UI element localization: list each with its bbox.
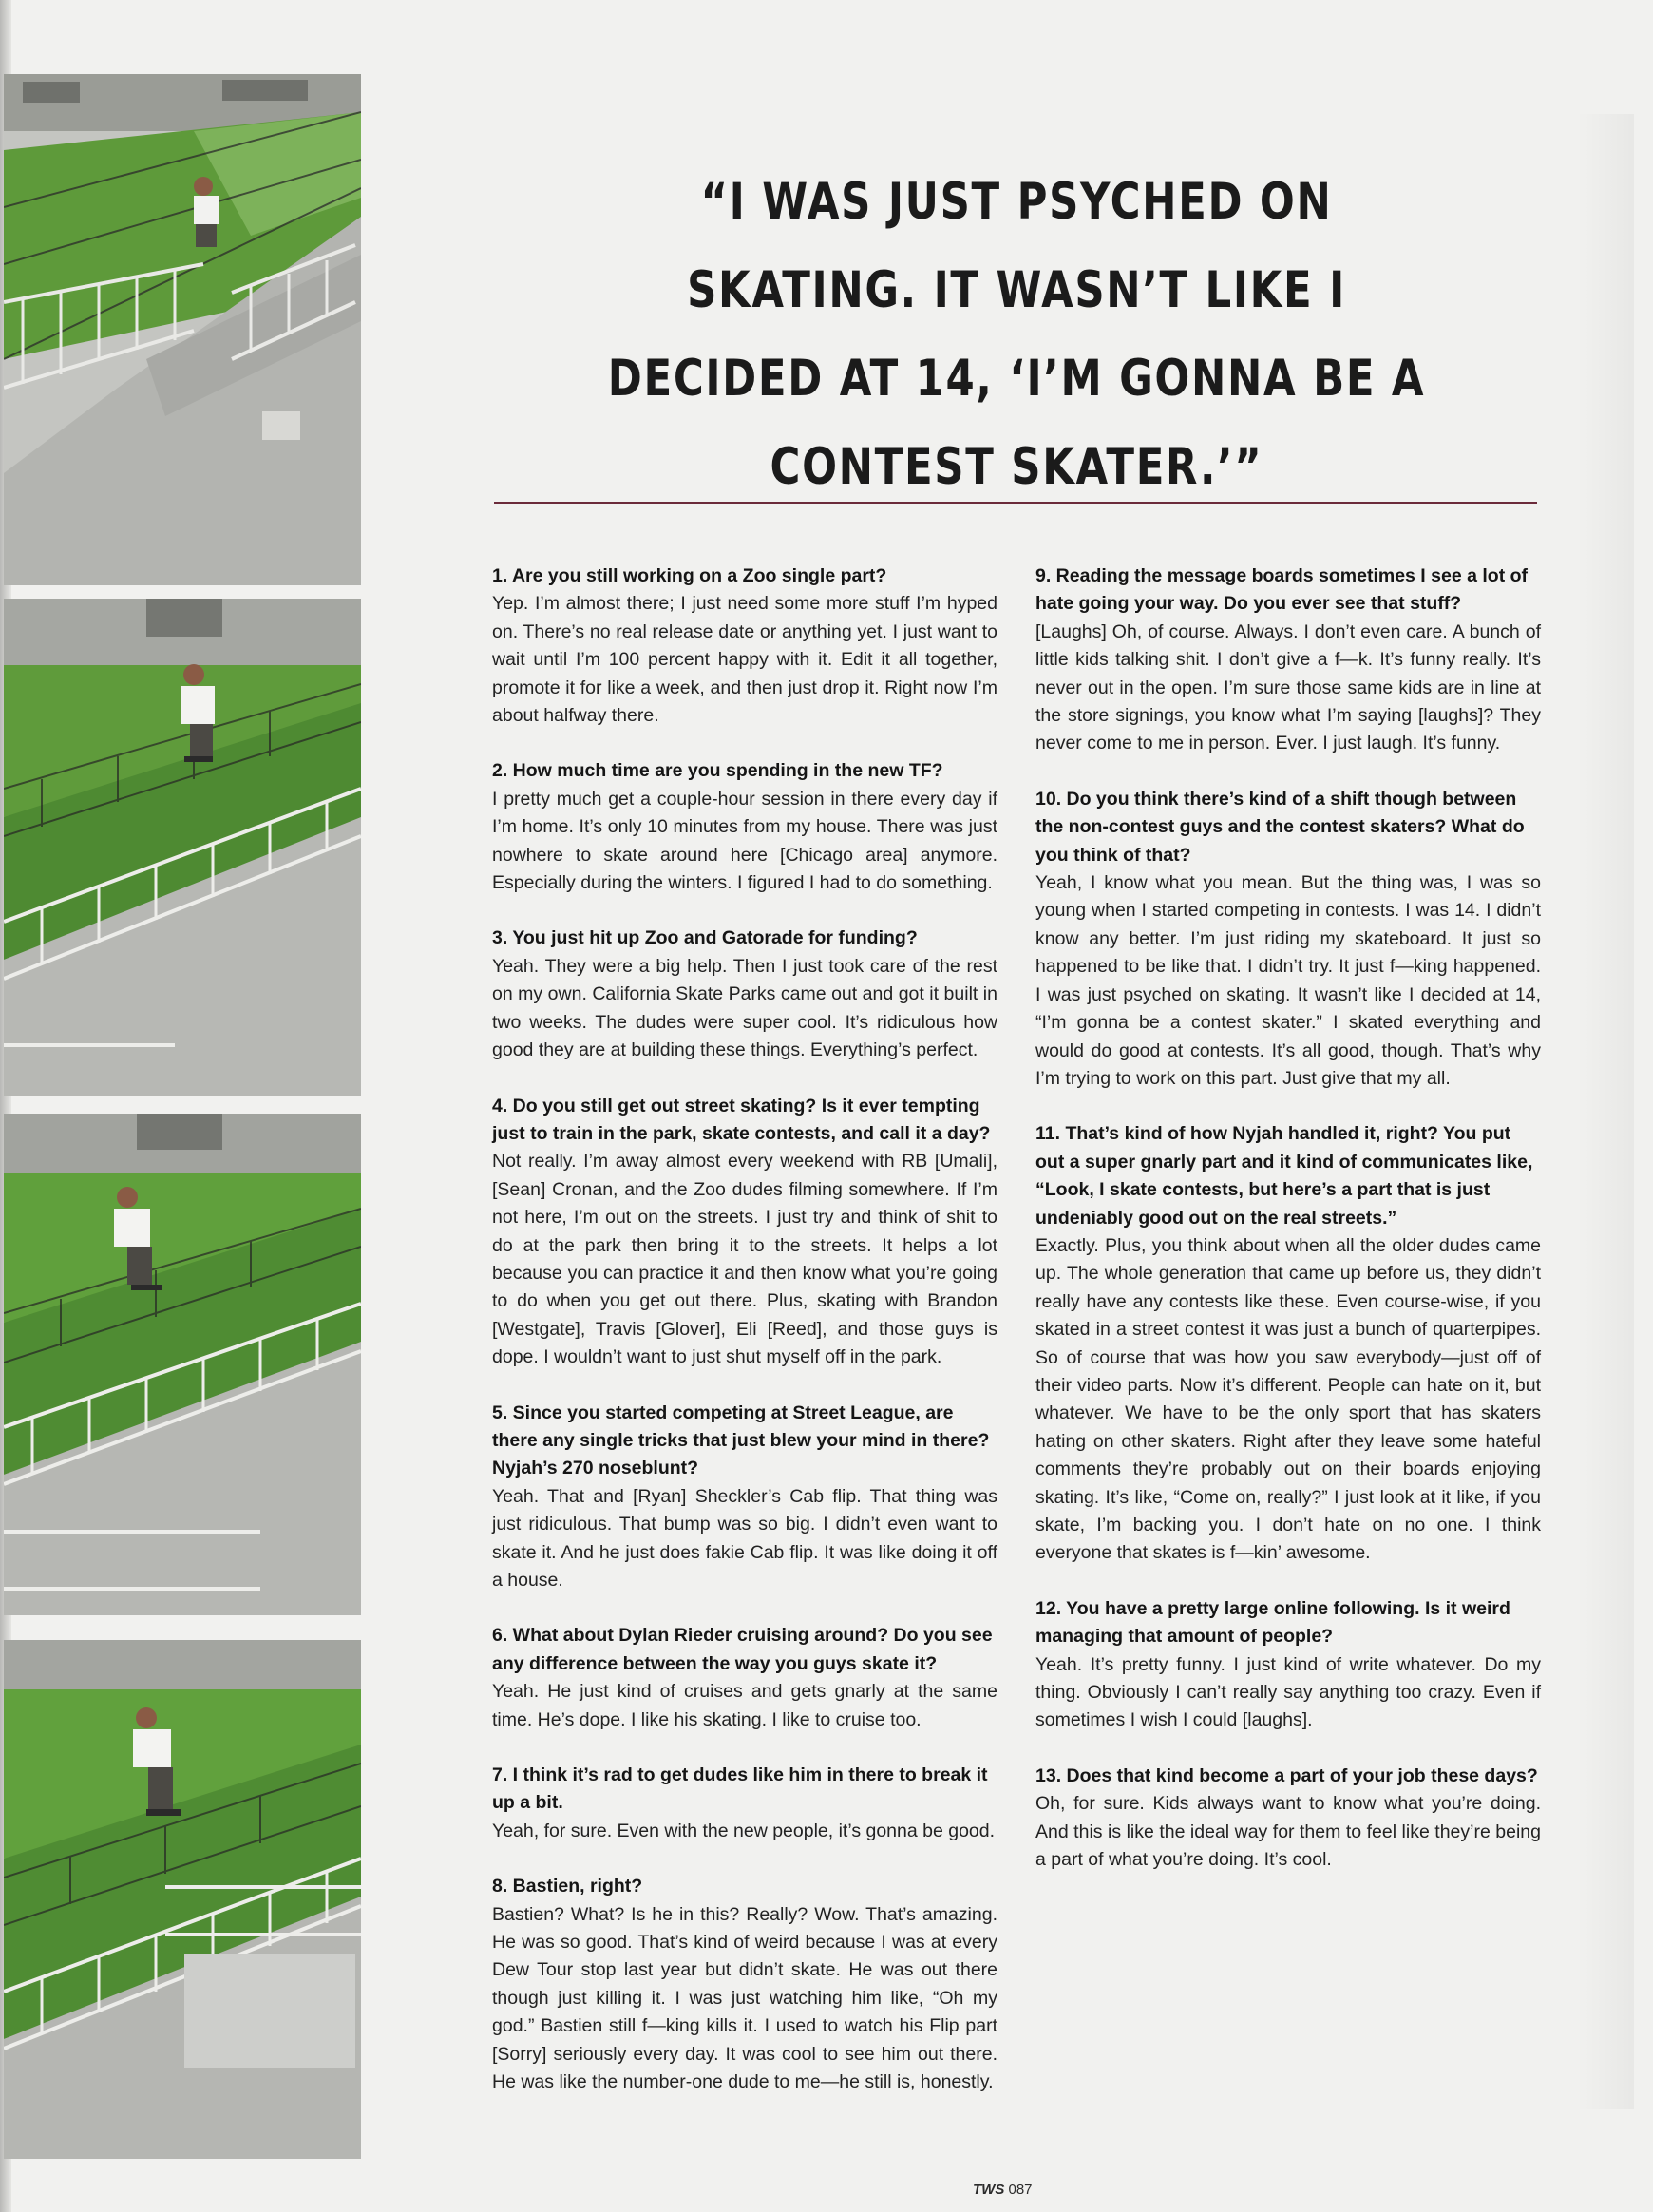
interview-column-left (492, 563, 998, 2125)
sequence-photo-1 (4, 74, 361, 585)
answer-2: I pretty much get a couple-hour session in there every day if I’m home. It’s only 10 minutes from my house. There was just nowhere to skate around here [Chicago area] anymore. Especially during the winters. I figured I had to do something. (492, 788, 998, 894)
question-1: 1. Are you still working on a Zoo single part? (492, 565, 887, 586)
answer-7: Yeah, for sure. Even with the new people, it’s gonna be good. (492, 1820, 996, 1841)
interview-column-right (1036, 563, 1541, 1901)
qa-item-6 (492, 1622, 998, 1734)
answer-10: Yeah, I know what you mean. But the thing was, I was so young when I started competing in contests. I was 14. I didn’t know any better. I’m just riding my skateboard. It just so happened to be like that. I didn’t try. It just f—king happened. I was just psyched on skating. It wasn’t like I decided at 14, “I’m gonna be a contest skater.” I skated everything and would do good at contests. It’s all good, though. That’s why I’m trying to work on this part. Just give that my all. (1036, 872, 1541, 1089)
answer-4: Not really. I’m away almost every weekend with RB [Umali], [Sean] Cronan, and the Zoo dudes filming somewhere. If I’m not here, I’m out on the streets. I just try and think of shit to do at the park then bring it to the streets. It helps a lot because you can practice it and then know what you’re going to do when you get out there. Plus, skating with Brandon [Westgate], Travis [Glover], Eli [Reed], and those guys is dope. I wouldn’t want to just shut myself off in the park. (492, 1151, 998, 1368)
qa-item-4 (492, 1093, 998, 1372)
question-12: 12. You have a pretty large online following. Is it weird managing that amount of people? (1036, 1597, 1510, 1648)
question-9: 9. Reading the message boards sometimes I see a lot of hate going your way. Do you ever see that stuff? (1036, 565, 1529, 615)
qa-item-8 (492, 1873, 998, 2096)
answer-9: [Laughs] Oh, of course. Always. I don’t even care. A bunch of little kids talking shit. I don’t give a f—k. It’s funny really. It’s never out in the open. I’m sure those same kids are in line at the store signings, you know what I’m saying [laughs]? They never come to me in person. Ever. I just laugh. It’s funny. (1036, 620, 1541, 754)
question-5: 5. Since you started competing at Street League, are there any single tricks that just blew your mind in there? Nyjah’s 270 noseblunt? (492, 1402, 990, 1479)
photo-sequence-strip (4, 74, 361, 2159)
pull-quote: “I WAS JUST PSYCHED ON SKATING. IT WASN’T LIKE I DECIDED AT 14, ‘I’M GONNA BE A CONTEST SKATER.’” (607, 173, 1426, 496)
qa-item-2 (492, 757, 998, 897)
qa-item-12 (1036, 1595, 1541, 1735)
answer-8: Bastien? What? Is he in this? Really? Wow. That’s amazing. He was so good. That’s kind of weird because I was at every Dew Tour stop last year but didn’t skate. He was out there though just killing it. I was just watching him like, “Oh my god.” Bastien still f—king kills it. I used to watch his Flip part [Sorry] seriously every day. It was cool to see him out there. He was like the number-one dude to me—he still is, honestly. (492, 1903, 998, 2093)
qa-item-13 (1036, 1763, 1541, 1875)
divider-rule (494, 502, 1537, 504)
question-8: 8. Bastien, right? (492, 1876, 643, 1897)
question-13: 13. Does that kind become a part of your job these days? (1036, 1764, 1538, 1786)
skater-grind-photo-2 (4, 1114, 361, 1615)
qa-item-3 (492, 925, 998, 1064)
qa-item-7 (492, 1762, 998, 1845)
qa-item-11 (1036, 1120, 1541, 1568)
question-7: 7. I think it’s rad to get dudes like him in there to break it up a bit. (492, 1764, 988, 1814)
question-6: 6. What about Dylan Rieder cruising around? Do you see any difference between the way you guys skate it? (492, 1625, 993, 1674)
answer-6: Yeah. He just kind of cruises and gets gnarly at the same time. He’s dope. I like his skating. I like to cruise too. (492, 1681, 998, 1730)
question-10: 10. Do you think there’s kind of a shift though between the non-contest guys and the contest skaters? What do you think of that? (1036, 788, 1525, 866)
skater-landing-photo (4, 1640, 361, 2159)
question-2: 2. How much time are you spending in the new TF? (492, 760, 943, 782)
skater-approach-photo (4, 74, 361, 585)
sequence-photo-3 (4, 1114, 361, 1615)
answer-12: Yeah. It’s pretty funny. I just kind of write whatever. Do my thing. Obviously I can’t really say anything too crazy. Even if sometimes I wish I could [laughs]. (1036, 1653, 1541, 1731)
answer-13: Oh, for sure. Kids always want to know what you’re doing. And this is like the ideal way for them to feel like they’re being a part of what you’re doing. It’s cool. (1036, 1793, 1541, 1871)
answer-5: Yeah. That and [Ryan] Sheckler’s Cab flip. That thing was just ridiculous. That bump was so big. I didn’t even want to skate it. And he just does fakie Cab flip. It was like doing it off a house. (492, 1485, 998, 1591)
answer-1: Yep. I’m almost there; I just need some more stuff I’m hyped on. There’s no real release date or anything yet. I just want to wait until I’m 100 percent happy with it. Edit it all together, promote it for like a week, and then just drop it. Right now I’m about halfway there. (492, 593, 998, 727)
show-through-shadow (1577, 114, 1634, 2109)
sequence-photo-2 (4, 599, 361, 1096)
sequence-photo-4 (4, 1640, 361, 2159)
question-3: 3. You just hit up Zoo and Gatorade for funding? (492, 927, 918, 949)
page-number: 087 (1008, 2182, 1033, 2198)
answer-11: Exactly. Plus, you think about when all the older dudes came up. The whole generation that came up before us, they didn’t really have any contests like these. Even course-wise, if you skated in a street contest it was just a bunch of quarterpipes. So of course that was how you saw everybody—just off of their video parts. Now it’s different. People can hate on it, but whatever. We have to be the only sport that has skaters hating on other skaters. Right after they leave some hateful comments they’re probably out on their boards enjoying skating. It’s like, “Come on, really?” I just look at it like, if you skate, I’m backing you. I don’t hate on no one. I think everyone that skates is f—kin’ awesome. (1036, 1234, 1541, 1564)
answer-3: Yeah. They were a big help. Then I just took care of the rest on my own. California Skate Parks came out and got it built in two weeks. The dudes were super cool. It’s ridiculous how good they are at building these things. Everything’s perfect. (492, 955, 998, 1061)
question-11: 11. That’s kind of how Nyjah handled it, right? You put out a super gnarly part and it kind of communicates like, “Look, I skate contests, but here’s a part that is just undeniably good out on the real streets.” (1036, 1123, 1533, 1229)
qa-item-9 (1036, 563, 1541, 758)
qa-item-5 (492, 1400, 998, 1595)
skater-grind-photo-1 (4, 599, 361, 1096)
question-4: 4. Do you still get out street skating? Is it ever tempting just to train in the park, skate contests, and call it a day? (492, 1095, 991, 1144)
magazine-name: TWS (973, 2182, 1005, 2198)
qa-item-1 (492, 563, 998, 730)
qa-item-10 (1036, 786, 1541, 1093)
page-folio (973, 2182, 1033, 2198)
